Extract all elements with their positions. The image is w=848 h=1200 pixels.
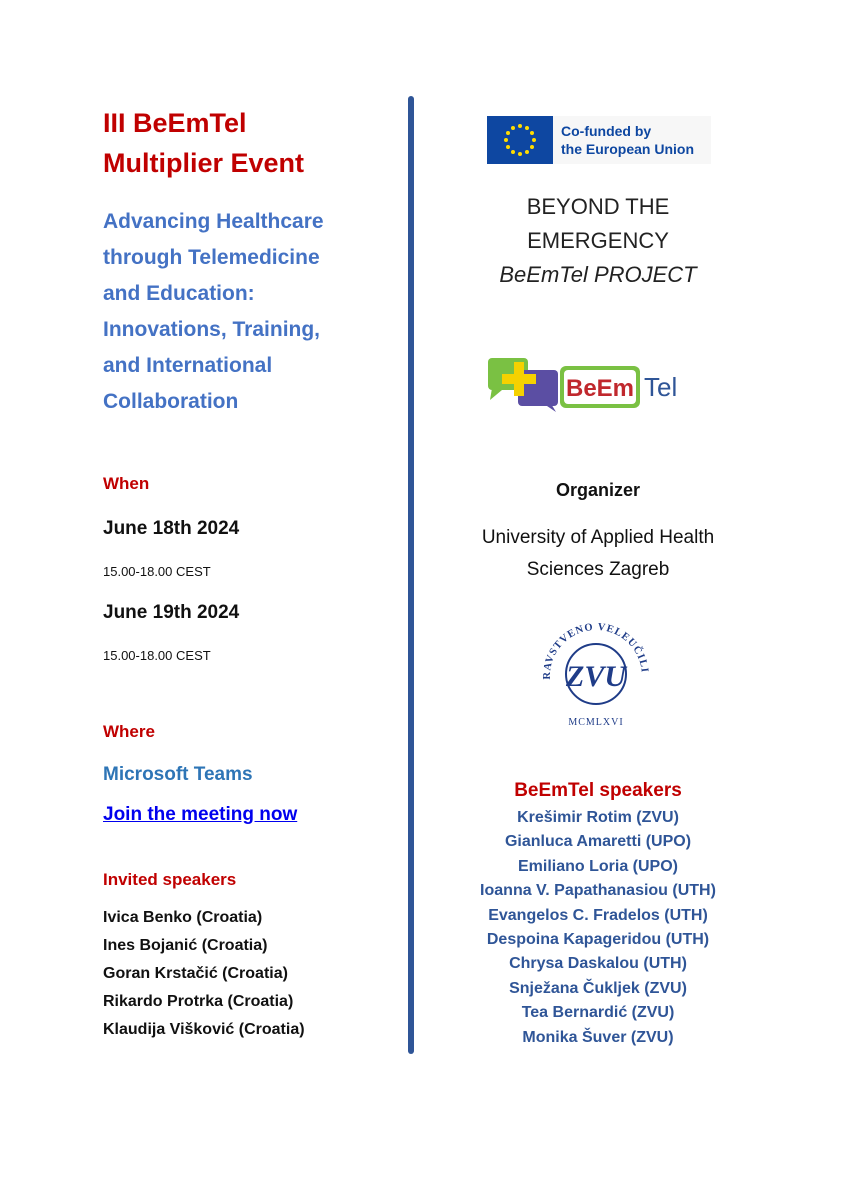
list-item: Krešimir Rotim (ZVU) bbox=[517, 809, 679, 826]
list-item: Ines Bojanić (Croatia) bbox=[103, 937, 268, 954]
event-title-line1: III BeEmTel bbox=[103, 108, 247, 138]
organizer-name bbox=[440, 522, 756, 586]
date-1: June 18th 2024 bbox=[103, 518, 240, 539]
organizer-name-line1: University of Applied Health bbox=[481, 527, 715, 548]
date-2: June 19th 2024 bbox=[103, 602, 240, 623]
list-item: Goran Krstačić (Croatia) bbox=[103, 965, 288, 982]
organizer-label: Organizer bbox=[555, 480, 641, 500]
where-label: Where bbox=[103, 722, 155, 741]
time-1: 15.00-18.00 CEST bbox=[103, 564, 211, 579]
beemtel-speakers-label: BeEmTel speakers bbox=[514, 780, 682, 801]
column-divider bbox=[408, 96, 414, 1054]
project-title-line1: BEYOND THE bbox=[526, 194, 670, 219]
eu-flag-icon bbox=[487, 116, 553, 164]
eu-text-line2: the European Union bbox=[561, 141, 694, 157]
subtitle-line: and Education: bbox=[103, 282, 255, 305]
list-item: Tea Bernardić (ZVU) bbox=[521, 1004, 675, 1022]
zvu-seal-logo bbox=[536, 612, 656, 732]
subtitle-line: and International bbox=[103, 354, 273, 377]
invited-speakers-label: Invited speakers bbox=[103, 870, 237, 889]
list-item: Evangelos C. Fradelos (UTH) bbox=[488, 906, 708, 924]
beemtel-logo-part1: BeEm bbox=[565, 375, 635, 402]
when-label: When bbox=[103, 474, 150, 493]
list-item: Emiliano Loria (UPO) bbox=[517, 857, 678, 875]
beemtel-logo-part2: Tel bbox=[644, 372, 678, 402]
platform-name: Microsoft Teams bbox=[103, 764, 253, 785]
seal-ring-text: RAVSTVENO VELEUČILI bbox=[541, 621, 650, 680]
list-item: Ioanna V. Papathanasiou (UTH) bbox=[480, 882, 716, 900]
organizer-name-line2: Sciences Zagreb bbox=[526, 559, 670, 580]
list-item: Klaudija Višković (Croatia) bbox=[103, 1021, 305, 1038]
beemtel-speakers-list bbox=[440, 806, 756, 1050]
time-2: 15.00-18.00 CEST bbox=[103, 648, 211, 663]
subtitle-line: Collaboration bbox=[103, 390, 239, 413]
eu-cofunded-logo bbox=[487, 116, 711, 164]
project-title-line3: BeEmTel PROJECT bbox=[499, 262, 697, 287]
event-title-line2: Multiplier Event bbox=[103, 148, 305, 178]
eu-logo-text bbox=[561, 122, 694, 158]
join-meeting-link[interactable]: Join the meeting now bbox=[103, 804, 298, 825]
list-item: Snježana Čukljek (ZVU) bbox=[509, 979, 687, 997]
project-title-line2: EMERGENCY bbox=[527, 228, 669, 253]
beemtel-logo bbox=[486, 354, 706, 416]
list-item: Monika Šuver (ZVU) bbox=[522, 1028, 674, 1046]
seal-monogram: ZVU bbox=[566, 660, 626, 693]
seal-year: MCMLXVI bbox=[568, 717, 624, 728]
eu-text-line1: Co-funded by bbox=[561, 123, 652, 139]
list-item: Ivica Benko (Croatia) bbox=[103, 909, 263, 926]
list-item: Rikardo Protrka (Croatia) bbox=[103, 993, 294, 1010]
invited-speakers-list bbox=[103, 904, 305, 1044]
subtitle-line: Advancing Healthcare bbox=[103, 210, 324, 233]
event-subtitle bbox=[103, 204, 393, 420]
list-item: Despoina Kapageridou (UTH) bbox=[486, 931, 710, 949]
subtitle-line: Innovations, Training, bbox=[103, 318, 321, 341]
list-item: Gianluca Amaretti (UPO) bbox=[504, 833, 692, 851]
list-item: Chrysa Daskalou (UTH) bbox=[509, 955, 687, 973]
subtitle-line: through Telemedicine bbox=[103, 246, 320, 269]
project-title bbox=[440, 190, 756, 292]
